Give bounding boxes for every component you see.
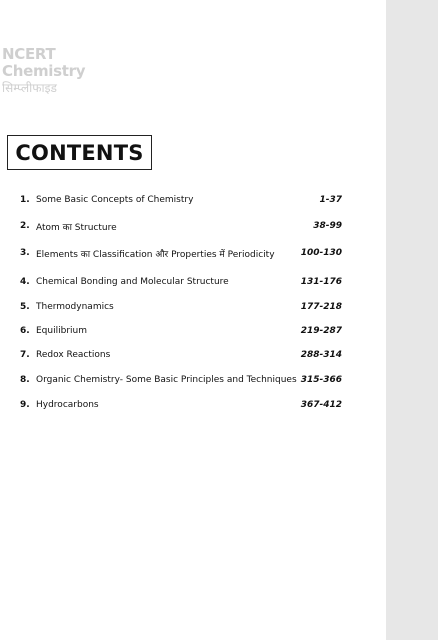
toc-chapter-title: Atom का Structure [36,222,117,233]
toc-row[interactable] [20,324,342,338]
brand-line-ncert: NCERT [2,45,56,63]
toc-row[interactable] [20,219,342,233]
toc-chapter-number: 3. [20,248,30,258]
brand-line-chemistry: Chemistry [2,62,86,80]
toc-page-range: 367-412 [300,400,342,410]
toc-page-range: 177-218 [300,302,342,312]
toc-chapter-number: 9. [20,400,30,410]
toc-chapter-title: Elements का Classification और Properties में Periodicity [36,249,275,260]
toc-chapter-number: 7. [20,350,30,360]
toc-row[interactable] [20,275,342,289]
brand-watermark [2,47,85,96]
toc-chapter-number: 1. [20,195,30,205]
toc-page-range: 38-99 [313,221,342,231]
toc-chapter-number: 8. [20,375,30,385]
toc-page-range: 131-176 [300,277,342,287]
toc-page-range: 219-287 [300,326,342,336]
toc-page-range: 315-366 [300,375,342,385]
toc-row[interactable] [20,193,342,207]
toc-chapter-title: Hydrocarbons [36,400,99,410]
toc-chapter-number: 5. [20,302,30,312]
toc-page-range: 1-37 [319,195,342,205]
toc-row[interactable] [20,246,342,260]
toc-chapter-title: Thermodynamics [36,302,114,312]
toc-chapter-title: Redox Reactions [36,350,111,360]
toc-row[interactable] [20,398,342,412]
toc-row[interactable] [20,373,342,387]
toc-chapter-number: 4. [20,277,30,287]
toc-chapter-number: 2. [20,221,30,231]
toc-page-range: 100-130 [300,248,342,258]
toc-chapter-title: Chemical Bonding and Molecular Structure [36,277,229,287]
brand-line-simplified: सिम्प्लीफाइड [2,81,57,95]
toc-chapter-title: Organic Chemistry- Some Basic Principles and Techniques [36,375,297,385]
toc-chapter-title: Some Basic Concepts of Chemistry [36,195,194,205]
toc-page-range: 288-314 [300,350,342,360]
contents-heading: CONTENTS [15,140,144,165]
toc-row[interactable] [20,300,342,314]
toc-chapter-number: 6. [20,326,30,336]
side-margin-strip [386,0,438,640]
toc-row[interactable] [20,348,342,362]
toc-chapter-title: Equilibrium [36,326,87,336]
contents-heading-box [7,135,152,170]
